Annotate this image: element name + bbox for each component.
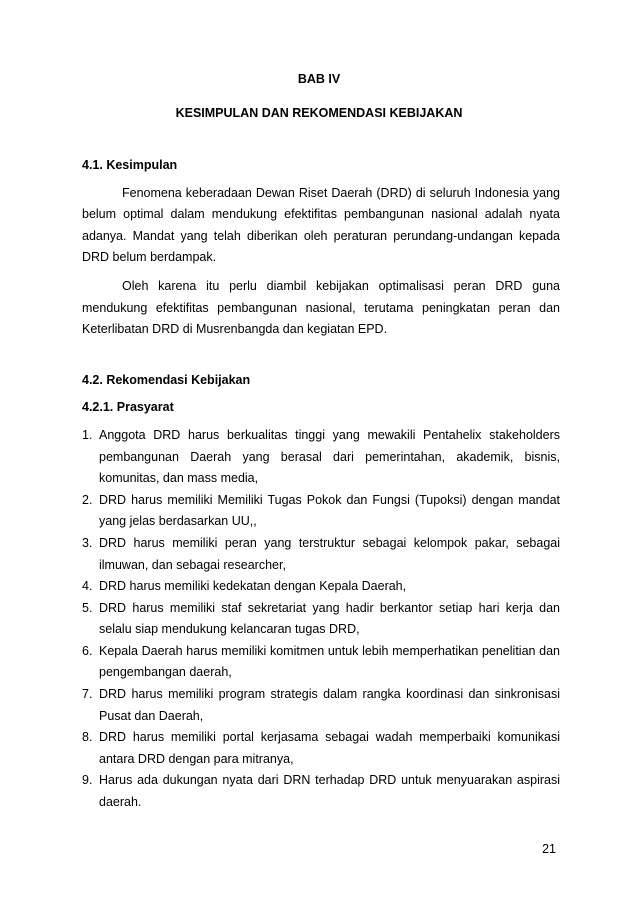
list-number: 8. bbox=[82, 730, 93, 745]
list-item-text: DRD harus memiliki kedekatan dengan Kepala Daerah, bbox=[99, 579, 407, 594]
document-body bbox=[82, 155, 560, 814]
list-number: 7. bbox=[82, 687, 93, 702]
list-item-text: DRD harus memiliki portal kerjasama sebagai wadah memperbaiki komunikasi antara DRD dengan para mitranya, bbox=[99, 730, 560, 766]
list-item-text: Anggota DRD harus berkualitas tinggi yang mewakili Pentahelix stakeholders pembangunan Daerah yang berasal dari pemerintahan, akademik, bisnis, komunitas, dan mass media, bbox=[99, 427, 560, 486]
list-number: 1. bbox=[82, 427, 93, 442]
chapter-title: KESIMPULAN DAN REKOMENDASI KEBIJAKAN bbox=[175, 106, 463, 120]
list-item bbox=[82, 490, 560, 533]
list-item bbox=[82, 770, 560, 813]
list-item-text: Kepala Daerah harus memiliki komitmen untuk lebih memperhatikan penelitian dan pengembangan daerah, bbox=[99, 643, 560, 680]
paragraph: Fenomena keberadaan Dewan Riset Daerah (DRD) di seluruh Indonesia yang belum optimal dalam mendukung efektifitas pembangunan nasional adalah nyata adanya. Mandat yang telah diberikan oleh peraturan perundang-undangan kepada DRD belum berdampak. bbox=[82, 185, 560, 265]
list-item bbox=[82, 533, 560, 576]
list-number: 6. bbox=[82, 643, 93, 658]
list-item-text: DRD harus memiliki program strategis dalam rangka koordinasi dan sinkronisasi Pusat dan Daerah, bbox=[99, 687, 560, 723]
list-number: 4. bbox=[82, 579, 93, 594]
section-heading-rekomendasi: 4.2. Rekomendasi Kebijakan bbox=[82, 372, 251, 387]
subsection-heading-prasyarat: 4.2.1. Prasyarat bbox=[82, 400, 174, 415]
list-item bbox=[82, 727, 560, 770]
list-item-text: Harus ada dukungan nyata dari DRN terhadap DRD untuk menyuarakan aspirasi daerah. bbox=[99, 773, 560, 810]
list-item bbox=[82, 641, 560, 684]
list-item-text: DRD harus memiliki Memiliki Tugas Pokok dan Fungsi (Tupoksi) dengan mandat yang jelas berdasarkan UU,, bbox=[99, 492, 560, 529]
list-item-text: DRD harus memiliki staf sekretariat yang hadir berkantor setiap hari kerja dan selalu siap mendukung kelancaran tugas DRD, bbox=[99, 600, 560, 637]
page-number: 21 bbox=[542, 842, 556, 856]
list-item bbox=[82, 684, 560, 727]
list-number: 3. bbox=[82, 535, 93, 550]
list-number: 5. bbox=[82, 600, 93, 615]
prasyarat-list bbox=[82, 425, 560, 814]
chapter-number: BAB IV bbox=[297, 72, 341, 86]
list-item bbox=[82, 598, 560, 641]
list-number: 2. bbox=[82, 492, 93, 507]
list-item bbox=[82, 576, 560, 598]
list-item-text: DRD harus memiliki peran yang terstruktur sebagai kelompok pakar, sebagai ilmuwan, dan sebagai researcher, bbox=[99, 535, 560, 572]
paragraph: Oleh karena itu perlu diambil kebijakan optimalisasi peran DRD guna mendukung efektifitas pembangunan nasional, terutama peningkatan peran dan Keterlibatan DRD di Musrenbangda dan kegiatan EPD. bbox=[82, 278, 560, 337]
list-number: 9. bbox=[82, 773, 93, 788]
section-heading-kesimpulan: 4.1. Kesimpulan bbox=[82, 158, 178, 172]
list-item bbox=[82, 425, 560, 490]
